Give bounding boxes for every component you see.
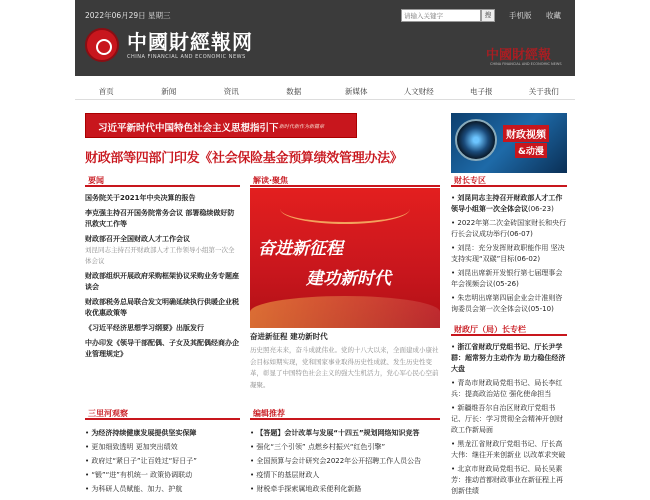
feature-title[interactable]: 奋进新征程 建功新时代 (250, 332, 328, 341)
section-title[interactable]: 财政厅（局）长专栏 (454, 325, 526, 334)
main-nav (75, 83, 575, 100)
section-title[interactable]: 三里河观察 (88, 409, 128, 418)
list-item-text: “锻”“进”有机统一 政策协调联动 (91, 471, 193, 479)
news-item[interactable]: 财政部税务总局联合发文明确延续执行供暖企业税收优惠政策等 (85, 298, 239, 317)
section-editor-header (250, 407, 440, 420)
news-item[interactable]: 《习近平经济思想学习纲要》出版发行 (85, 324, 204, 332)
video-banner-title: 财政视频 (503, 125, 549, 142)
list-item[interactable]: • 全国预算与会计研究会2022年公开招聘工作人员公告 (250, 457, 422, 465)
newspaper-logo-english: CHINA FINANCIAL AND ECONOMIC NEWS (490, 62, 562, 66)
section-heads-header (451, 323, 567, 336)
decorative-swoosh (250, 296, 440, 328)
section-title[interactable]: 财长专区 (454, 176, 486, 185)
banner-text: 习近平新时代中国特色社会主义思想指引下 (98, 123, 279, 134)
feature-description: 历史照亮未来，奋斗成就伟业。党的十八大以来，全面建成小康社会目标如期实现，党和国家事业取得历史性成就、发生历史性变革，彰显了中国特色社会主义的强大生机活力，党心军心民心空前凝聚。 (250, 346, 439, 389)
list-item-text: 黑龙江省财政厅党组书记、厅长高大伟：继往开来创新业 以改革求突破 (451, 440, 566, 459)
list-item[interactable]: • 为科研人员赋能、加力、护航 (85, 485, 183, 493)
list-item-date: (06-23) (528, 205, 554, 213)
site-logo-text[interactable]: 中國財經報网 (127, 30, 253, 54)
list-item-text: 政府过“紧日子”让百姓过“好日子” (91, 457, 197, 465)
feature-image-line2: 建功新时代 (306, 269, 391, 289)
news-item[interactable]: 国务院关于2021年中央决算的报告 (85, 194, 196, 202)
list-item-text: 强化“三个引领” 点燃乡村振兴“红色引擎” (256, 443, 386, 451)
list-item[interactable]: • 黑龙江省财政厅党组书记、厅长高大伟：继往开来创新业 以改革求突破 (451, 440, 566, 459)
list-item[interactable]: • 疫情下的基层财政人 (250, 471, 320, 479)
banner-subtitle: 新时代新作为新篇章 (279, 124, 325, 130)
list-item[interactable]: • 2022年第二次金砖国家财长和央行行长会议成功举行(06-07) (451, 219, 567, 238)
theme-banner[interactable] (85, 113, 357, 138)
sanli-list (85, 428, 240, 495)
minister-list (451, 193, 567, 315)
section-focus-header (250, 174, 440, 187)
nav-item-data[interactable]: 数据 (286, 87, 302, 96)
list-item-date: (06-07) (507, 230, 533, 238)
favorite-link[interactable]: 收藏 (546, 11, 561, 20)
section-title[interactable]: 要闻 (88, 176, 104, 185)
list-item-text: 北京市财政局党组书记、局长吴素芳：推动首都财政事业在新征程上再创新佳绩 (451, 465, 563, 495)
news-item[interactable]: 中办印发《领导干部配偶、子女及其配偶经商办企业管理规定》 (85, 339, 239, 358)
news-list (85, 193, 240, 360)
section-news-header (85, 174, 240, 187)
list-item[interactable]: • 财税牵手探索属地政采便利化新路 (250, 485, 362, 493)
list-item[interactable]: • “锻”“进”有机统一 政策协调联动 (85, 471, 193, 479)
list-item-text: 【答题】会计改革与发展“十四五”规划网络知识竞答 (256, 429, 420, 437)
list-item-text: 刘昆出席新开发银行第七届理事会年会视频会议 (451, 269, 563, 288)
list-item-text: 全国预算与会计研究会2022年公开招聘工作人员公告 (256, 457, 422, 465)
news-item[interactable]: 财政部召开全国财政人才工作会议 (85, 235, 190, 243)
nav-item-home[interactable]: 首页 (98, 87, 114, 96)
section-title[interactable]: 编辑推荐 (253, 409, 285, 418)
list-item-text: 刘昆同志主持召开财政部人才工作领导小组第一次全体会议 (451, 194, 563, 213)
nav-item-about[interactable]: 关于我们 (528, 87, 559, 96)
list-item[interactable]: • 刘昆同志主持召开财政部人才工作领导小组第一次全体会议(06-23) (451, 194, 563, 213)
list-item[interactable]: • 刘昆：充分发挥财政职能作用 坚决支持实现“双碳”目标(06-02) (451, 244, 565, 263)
list-item-date: (05-10) (528, 305, 554, 313)
section-sanli-header (85, 407, 240, 420)
list-item[interactable]: • 为经济持续健康发展提供坚实保障 (85, 429, 197, 437)
section-minister-header (451, 174, 567, 187)
camera-lens-icon (455, 119, 497, 161)
list-item[interactable]: • 朱忠明出席第四届企业会计准则咨询委员会第一次全体会议(05-10) (451, 294, 563, 313)
news-item-desc: 刘昆同志主持召开财政部人才工作领导小组第一次全体会议 (85, 246, 235, 265)
heads-list (451, 342, 567, 497)
list-item-text: 新疆维吾尔自治区财政厅党组书记、厅长：学习贯彻全会精神开创财政工作新局面 (451, 404, 563, 434)
site-logo-icon[interactable] (85, 28, 119, 62)
list-item-text: 青岛市财政局党组书记、局长李红兵：提高政治站位 强化使命担当 (451, 379, 563, 398)
list-item[interactable]: • 强化“三个引领” 点燃乡村振兴“红色引擎” (250, 443, 386, 451)
decorative-arc (280, 194, 410, 224)
list-item[interactable]: • 【答题】会计改革与发展“十四五”规划网络知识竞答 (250, 429, 420, 437)
newspaper-logo: 中國財經報 (486, 48, 552, 63)
site-header (75, 0, 575, 76)
list-item[interactable]: • 刘昆出席新开发银行第七届理事会年会视频会议(05-26) (451, 269, 563, 288)
video-banner-subtitle: &动漫 (515, 143, 547, 158)
news-item[interactable]: 李克强主持召开国务院常务会议 部署稳续做好防汛救灾工作等 (85, 209, 235, 228)
news-item[interactable]: 财政部组织开展政府采购框架协议采购业务专题座谈会 (85, 272, 239, 291)
mobile-link[interactable]: 手机版 (509, 11, 532, 20)
list-item-text: 为经济持续健康发展提供坚实保障 (91, 429, 197, 437)
nav-item-newmedia[interactable]: 新媒体 (345, 87, 368, 96)
nav-item-culture[interactable]: 人文财经 (403, 87, 434, 96)
nav-item-news[interactable]: 新闻 (161, 87, 177, 96)
search-button[interactable]: 搜 (481, 9, 495, 22)
feature-image-line1: 奋进新征程 (258, 239, 343, 259)
header-date: 2022年06月29日 星期三 (85, 11, 171, 20)
list-item-text: 浙江省财政厅党组书记、厅长尹学群：超常努力主动作为 助力稳住经济大盘 (451, 343, 566, 373)
feature-image[interactable] (250, 188, 440, 328)
nav-item-info[interactable]: 资讯 (223, 87, 239, 96)
list-item[interactable]: • 新疆维吾尔自治区财政厅党组书记、厅长：学习贯彻全会精神开创财政工作新局面 (451, 404, 563, 434)
list-item[interactable]: • 浙江省财政厅党组书记、厅长尹学群：超常努力主动作为 助力稳住经济大盘 (451, 343, 566, 373)
section-title[interactable]: 解读·聚焦 (253, 176, 289, 185)
page-headline[interactable]: 财政部等四部门印发《社会保险基金预算绩效管理办法》 (85, 151, 403, 166)
search-input[interactable] (401, 9, 481, 22)
site-logo-english: CHINA FINANCIAL AND ECONOMIC NEWS (127, 54, 246, 60)
list-item-text: 更加细致透明 更加突出绩效 (91, 443, 178, 451)
list-item-text: 疫情下的基层财政人 (256, 471, 320, 479)
list-item-text: 2022年第二次金砖国家财长和央行行长会议成功举行 (451, 219, 567, 238)
list-item[interactable]: • 北京市财政局党组书记、局长吴素芳：推动首都财政事业在新征程上再创新佳绩 (451, 465, 563, 495)
list-item[interactable]: • 青岛市财政局党组书记、局长李红兵：提高政治站位 强化使命担当 (451, 379, 563, 398)
list-item[interactable]: • 政府过“紧日子”让百姓过“好日子” (85, 457, 197, 465)
editor-list (250, 428, 440, 495)
list-item-text: 朱忠明出席第四届企业会计准则咨询委员会第一次全体会议 (451, 294, 563, 313)
list-item-text: 刘昆：充分发挥财政职能作用 坚决支持实现“双碳”目标 (451, 244, 565, 263)
list-item-date: (05-26) (493, 280, 519, 288)
finance-video-banner[interactable] (451, 113, 567, 173)
nav-item-epaper[interactable]: 电子报 (470, 87, 493, 96)
list-item-text: 财税牵手探索属地政采便利化新路 (256, 485, 362, 493)
list-item-date: (06-02) (514, 255, 541, 263)
list-item-text: 为科研人员赋能、加力、护航 (91, 485, 183, 493)
list-item[interactable]: • 更加细致透明 更加突出绩效 (85, 443, 178, 451)
